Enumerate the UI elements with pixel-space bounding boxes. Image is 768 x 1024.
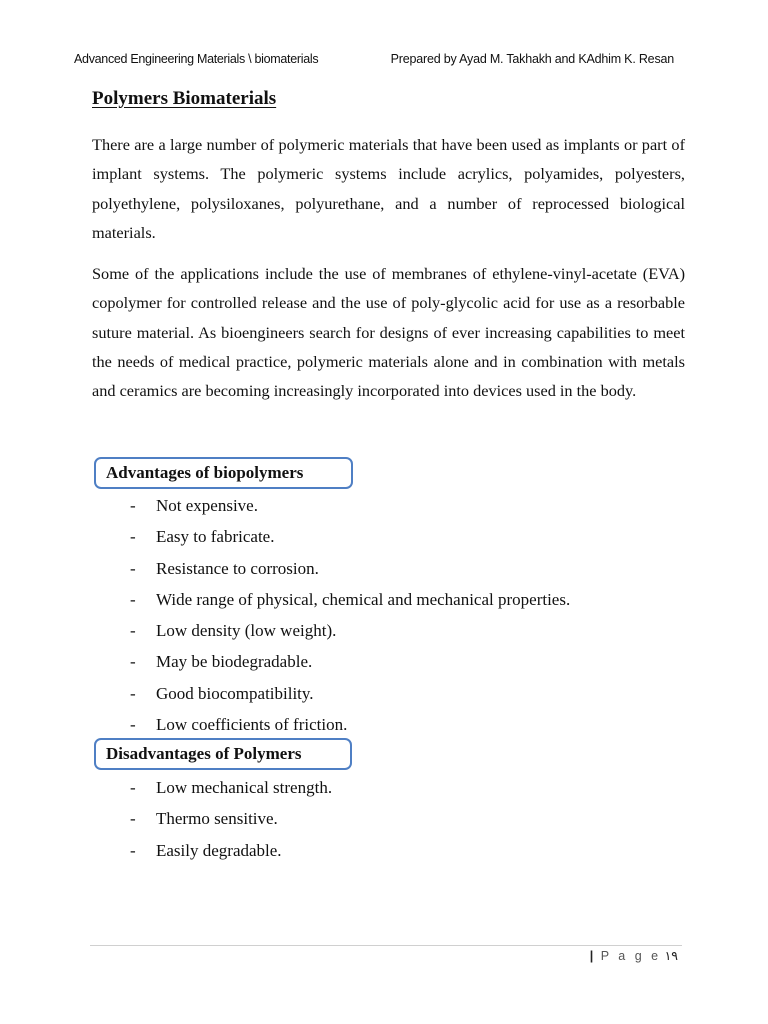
list-item-text: Low mechanical strength. [156, 778, 333, 797]
list-item-text: Thermo sensitive. [156, 809, 278, 829]
footer-divider [90, 945, 682, 946]
list-item-text: Easily degradable. [156, 840, 282, 860]
header-authors: Prepared by Ayad M. Takhakh and KAdhim K. Resan [390, 52, 674, 66]
intro-paragraph: There are a large number of polymeric materials that have been used as implants or part of implant systems. The polymeric systems include acrylics, polyamides, polyesters, polyethylene, polysiloxanes, polyurethane, and a number of reprocessed biological materials. [92, 135, 685, 242]
list-item-text: Low coefficients of friction. [156, 715, 348, 735]
list-item: - Resistance to corrosion. [130, 558, 319, 578]
list-item: - Not expensive. [130, 496, 258, 515]
list-item: - Low mechanical strength. [130, 778, 333, 797]
footer-bar: | [589, 949, 594, 963]
disadvantages-list [130, 772, 332, 866]
list-item: - Easy to fabricate. [130, 527, 275, 547]
list-item-text: Wide range of physical, chemical and mechanical properties. [156, 589, 571, 609]
page-number: ١٩ [664, 949, 678, 963]
page-header [74, 52, 674, 72]
page-footer [590, 948, 678, 963]
list-item: - May be biodegradable. [130, 652, 313, 672]
list-item: - Good biocompatibility. [130, 683, 314, 703]
list-item: - Low coefficients of friction. [130, 715, 348, 735]
list-item-text: May be biodegradable. [156, 652, 313, 672]
list-item: - Low density (low weight). [130, 621, 337, 641]
header-course-title: Advanced Engineering Materials \ biomaterials [74, 52, 319, 66]
advantages-list [130, 490, 570, 740]
list-item-text: Easy to fabricate. [156, 527, 275, 547]
list-item: - Thermo sensitive. [130, 809, 278, 829]
list-item-text: Good biocompatibility. [156, 683, 314, 703]
advantages-heading-box: Advantages of biopolymers [94, 457, 353, 489]
list-item-text: Low density (low weight). [156, 621, 337, 641]
page-label: P a g e [600, 949, 662, 963]
list-item-text: Not expensive. [156, 496, 258, 515]
list-item-text: Resistance to corrosion. [156, 558, 319, 578]
applications-paragraph: Some of the applications include the use of membranes of ethylene-vinyl-acetate (EVA) copolymer for controlled release and the use of poly-glycolic acid for use as a resorbable suture material. As bioengineers search for designs of ever increasing capabilities to meet the needs of medical practice, polymeric materials alone and in combination with metals and ceramics are becoming increasingly incorporated into devices used in the body. [92, 264, 685, 401]
list-item: - Easily degradable. [130, 840, 282, 860]
disadvantages-heading-box: Disadvantages of Polymers [94, 738, 352, 770]
list-item: - Wide range of physical, chemical and mechanical properties. [130, 589, 571, 609]
section-title: Polymers Biomaterials [92, 88, 277, 109]
